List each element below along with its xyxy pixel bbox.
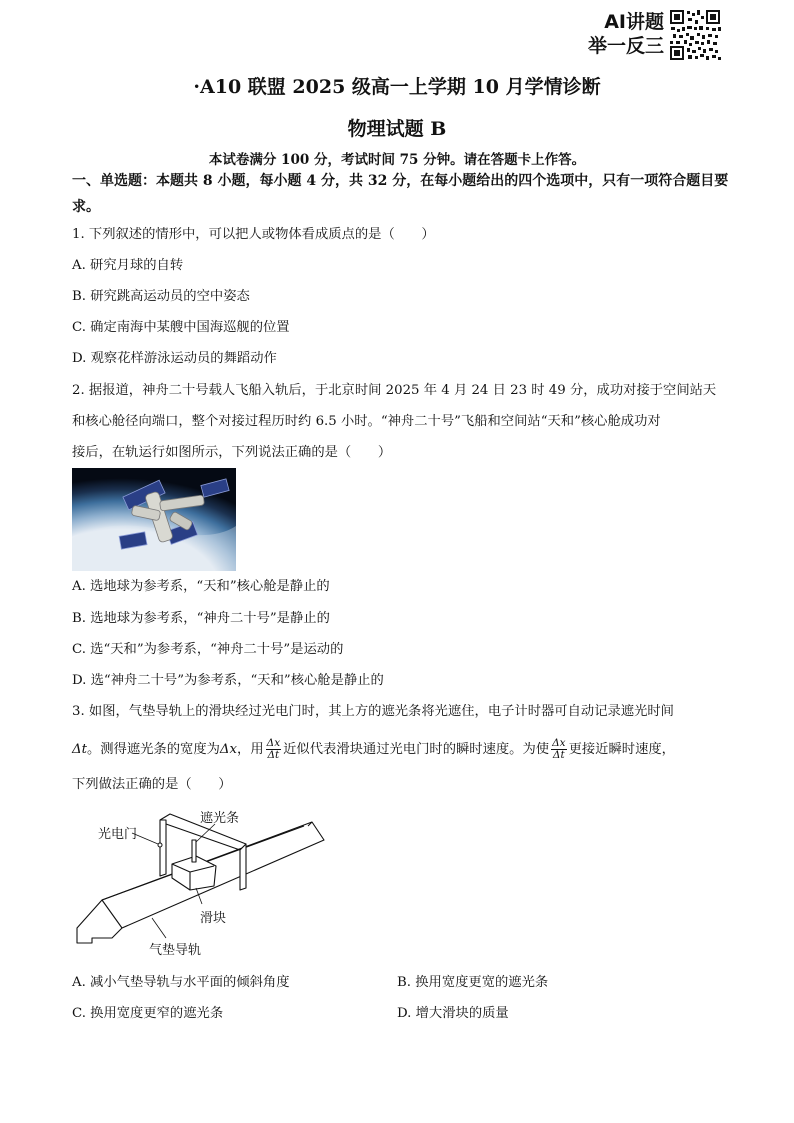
exam-title: ·A10 联盟 2025 级高一上学期 10 月学情诊断 <box>193 76 601 98</box>
qr-code-icon[interactable] <box>668 8 722 62</box>
delta-x-symbol: Δx <box>219 742 238 757</box>
exam-note: 本试卷满分 100 分，考试时间 75 分钟。请在答题卡上作答。 <box>208 152 586 168</box>
badge-line-1: AI讲题 <box>604 11 664 33</box>
q2-stem-line-1: 2. 据报道，神舟二十号载人飞船入轨后，于北京时间 2025 年 4 月 24 日 23 时 49 分，成功对接于空间站天 <box>72 383 717 398</box>
velocity-fraction-2: $\frac{\Delta x}{\Delta t}$ <box>552 737 566 761</box>
q1-option-d: D. 观察花样游泳运动员的舞蹈动作 <box>72 351 277 366</box>
exam-subtitle: 物理试题 B <box>347 118 447 140</box>
q3-text-d: 更接近瞬时速度， <box>568 742 675 757</box>
air-track-diagram <box>72 800 342 965</box>
q2-stem-line-2: 和核心舱径向端口，整个对接过程历时约 6.5 小时。“神舟二十号”飞船和空间站“天和”核心舱成功对 <box>72 414 661 429</box>
space-station-image <box>72 468 236 571</box>
q3-option-b: B. 换用宽度更宽的遮光条 <box>397 975 549 990</box>
q3-text-c: 近似代表滑块通过光电门时的瞬时速度。为使 <box>283 742 550 757</box>
q3-option-c: C. 换用宽度更窄的遮光条 <box>72 1006 224 1021</box>
label-air-track: 气垫导轨 <box>149 943 202 958</box>
q1-option-b: B. 研究跳高运动员的空中姿态 <box>72 289 250 304</box>
ai-badge <box>560 10 664 58</box>
q2-option-a: A. 选地球为参考系，“天和”核心舱是静止的 <box>72 579 330 594</box>
q3-stem-line-1: 3. 如图，气垫导轨上的滑块经过光电门时，其上方的遮光条将光遮住，电子计时器可自动记录遮光时间 <box>72 704 674 719</box>
q1-option-c: C. 确定南海中某艘中国海巡舰的位置 <box>72 320 290 335</box>
label-photogate: 光电门 <box>98 827 138 842</box>
section-heading: 一、单选题：本题共 8 小题，每小题 4 分，共 32 分，在每小题给出的四个选项中，只有一项符合题目要求。 <box>72 173 729 215</box>
delta-t-symbol: Δt <box>72 742 87 757</box>
q2-stem-line-3: 接后，在轨运行如图所示，下列说法正确的是（ ） <box>72 445 392 460</box>
q3-stem-line-3: 下列做法正确的是（ ） <box>72 777 232 792</box>
q2-option-b: B. 选地球为参考系，“神舟二十号”是静止的 <box>72 611 330 626</box>
velocity-fraction-1: $\frac{\Delta x}{\Delta t}$ <box>266 737 281 761</box>
q2-option-d: D. 选“神舟二十号”为参考系，“天和”核心舱是静止的 <box>72 673 384 688</box>
badge-line-2: 举一反三 <box>587 35 664 57</box>
q3-option-d: D. 增大滑块的质量 <box>397 1006 509 1021</box>
q1-stem: 1. 下列叙述的情形中，可以把人或物体看成质点的是（ ） <box>72 227 435 242</box>
q1-option-a: A. 研究月球的自转 <box>72 258 184 273</box>
q3-stem-line-2 <box>72 733 675 767</box>
label-light-strip: 遮光条 <box>200 811 240 826</box>
label-slider: 滑块 <box>200 911 227 926</box>
q2-option-c: C. 选“天和”为参考系，“神舟二十号”是运动的 <box>72 642 344 657</box>
q3-option-a: A. 减小气垫导轨与水平面的倾斜角度 <box>72 975 290 990</box>
q3-text-b: ，用 <box>237 742 264 757</box>
q3-text-a: 。测得遮光条的宽度为 <box>86 742 220 757</box>
